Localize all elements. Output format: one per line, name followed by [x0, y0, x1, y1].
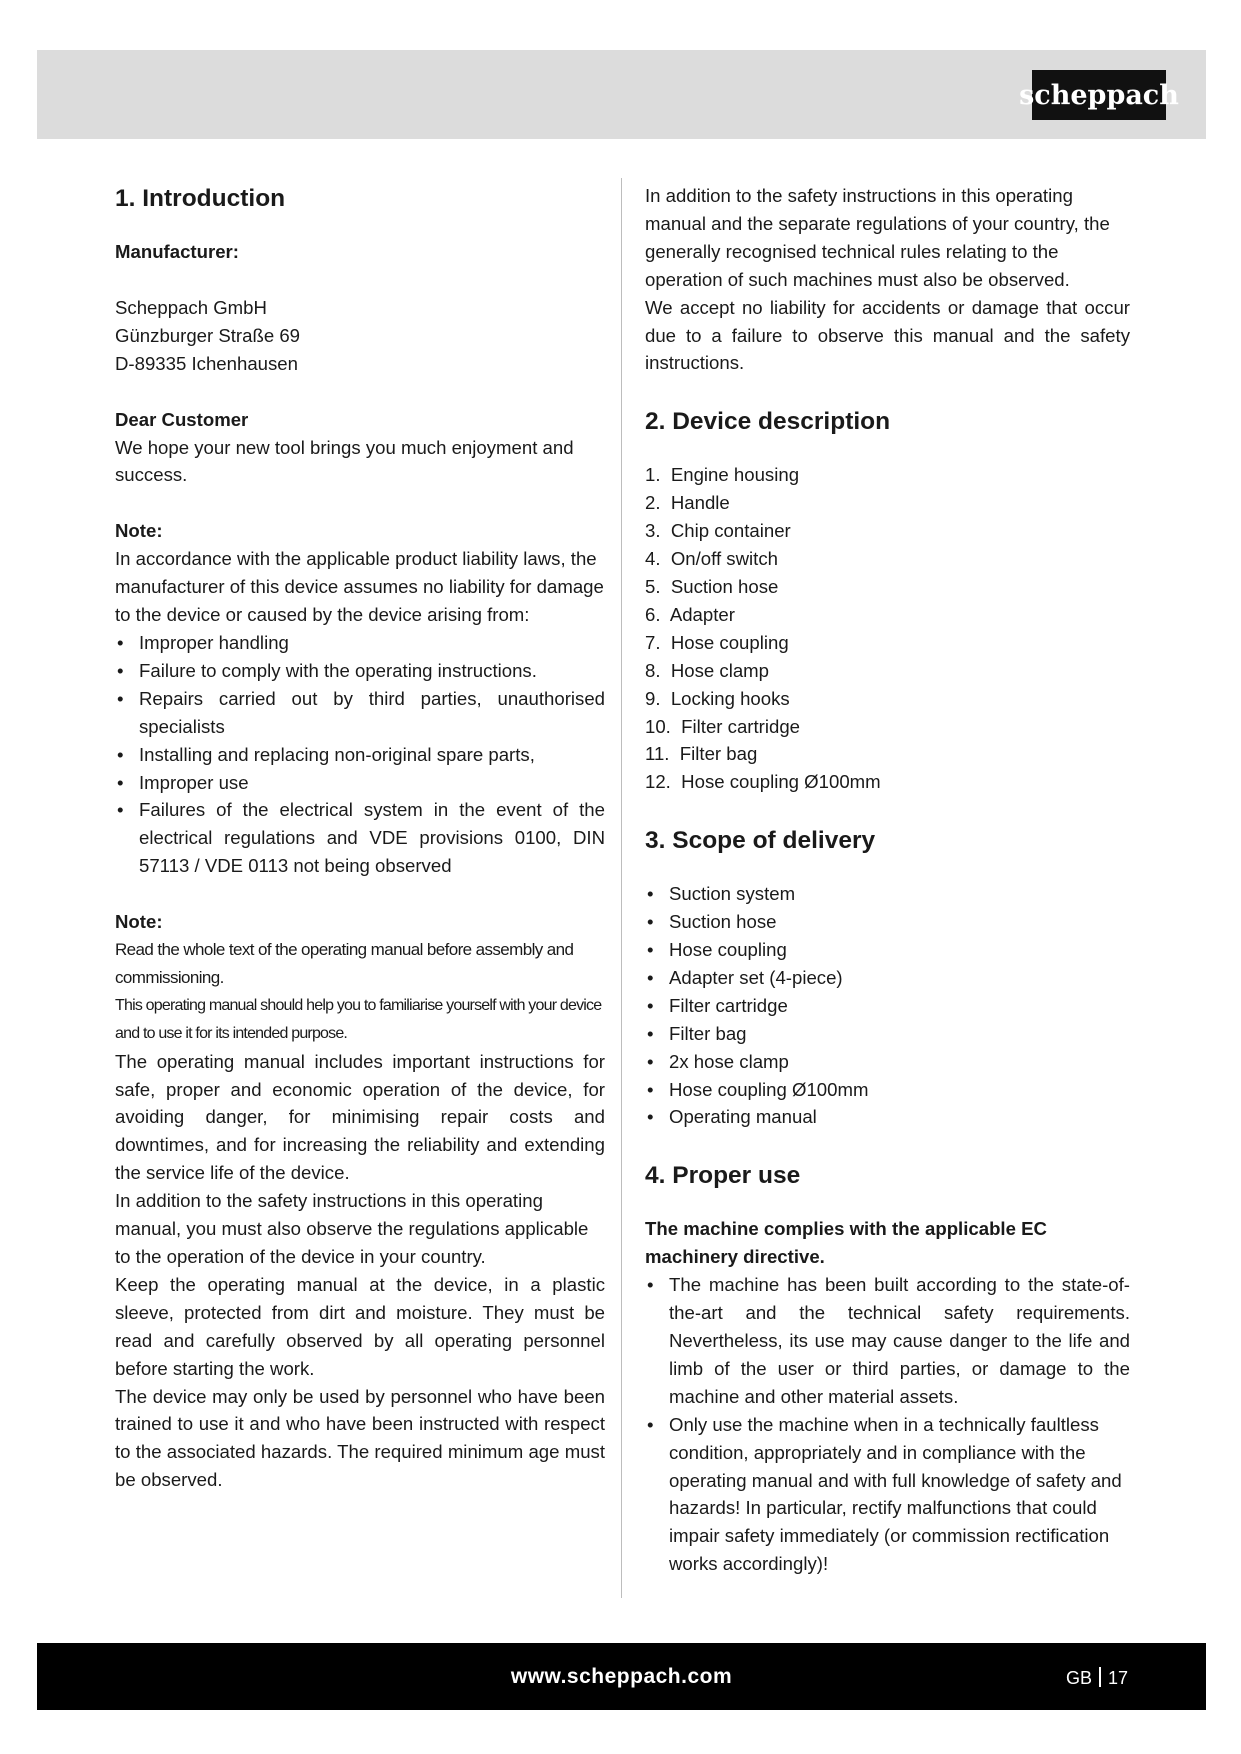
list-item: 12. Hose coupling Ø100mm	[645, 771, 881, 793]
proper-use-list	[645, 1271, 1130, 1578]
continued-paragraph: In addition to the safety instructions in this operating manual and the separate regulations of your country, the generally recognised technical rules relating to the operation of such machines must also be observed.	[645, 185, 1110, 290]
list-item: 3. Chip container	[645, 520, 791, 542]
dear-customer-label: Dear Customer	[115, 408, 249, 430]
list-item: 4. On/off switch	[645, 548, 778, 570]
note-paragraph: Keep the operating manual at the device, in a plastic sleeve, protected from dirt and moisture. They must be read and carefully observed by all operating personnel before starting the work.	[115, 1273, 605, 1379]
website-link[interactable]: www.scheppach.com	[510, 1665, 733, 1688]
note-paragraph: The device may only be used by personnel who have been trained to use it and who have been instructed with respect to the associated hazards. The required minimum age must be observed.	[115, 1385, 605, 1491]
note-label: Note:	[115, 911, 163, 933]
ec-directive-statement: The machine complies with the applicable EC machinery directive.	[645, 1218, 1047, 1268]
scope-of-delivery-heading: 3. Scope of delivery	[645, 827, 876, 855]
left-column	[115, 182, 605, 1494]
address-line: Günzburger Straße 69	[115, 324, 301, 346]
language-code: GB	[1065, 1668, 1092, 1688]
list-item: 7. Hose coupling	[645, 631, 789, 653]
list-item: • Hose coupling Ø100mm	[645, 1076, 1130, 1104]
page-indicator	[1066, 1643, 1128, 1710]
header-bar	[37, 50, 1206, 139]
list-item: • Failure to comply with the operating instructions.	[115, 657, 605, 685]
list-item: • Filter cartridge	[645, 992, 1130, 1020]
address-line: Scheppach GmbH	[115, 296, 267, 318]
proper-use-heading: 4. Proper use	[645, 1162, 801, 1190]
list-item: 5. Suction hose	[645, 575, 779, 597]
delivery-list	[645, 880, 1130, 1131]
list-item: • Repairs carried out by third parties, unauthorised specialists	[115, 685, 605, 741]
list-item: • Suction hose	[645, 908, 1130, 936]
list-item: 8. Hose clamp	[645, 659, 770, 681]
note-liability-text: In accordance with the applicable product liability laws, the manufacturer of this device assumes no liability for damage to the device or caused by the device arising from:	[115, 548, 604, 626]
list-item: 2. Handle	[645, 492, 730, 514]
list-item: • Adapter set (4-piece)	[645, 964, 1130, 992]
list-item: • Improper use	[115, 769, 605, 797]
footer-bar	[37, 1643, 1206, 1710]
list-item: • Operating manual	[645, 1103, 1130, 1131]
list-item: 10. Filter cartridge	[645, 715, 801, 737]
list-item: • Hose coupling	[645, 936, 1130, 964]
note-label: Note:	[115, 520, 163, 542]
list-item: • Improper handling	[115, 629, 605, 657]
dear-customer-text: We hope your new tool brings you much enjoyment and success.	[115, 436, 574, 486]
list-item: • Failures of the electrical system in the event of the electrical regulations and VDE provisions 0100, DIN 57113 / VDE 0113 not being observed	[115, 796, 605, 880]
address-line: D-89335 Ichenhausen	[115, 352, 298, 374]
list-item: • Installing and replacing non-original spare parts,	[115, 741, 605, 769]
page-number: 17	[1107, 1668, 1128, 1688]
manufacturer-label: Manufacturer:	[115, 241, 239, 262]
note-paragraph: In addition to the safety instructions in this operating manual, you must also observe the regulations applicable to the operation of the device in your country.	[115, 1190, 589, 1267]
list-item: • Filter bag	[645, 1020, 1130, 1048]
list-item: 11. Filter bag	[645, 743, 758, 765]
intro-heading: 1. Introduction	[115, 185, 286, 212]
list-item: • 2x hose clamp	[645, 1048, 1130, 1076]
device-parts-list	[645, 461, 1130, 796]
list-item: 1. Engine housing	[645, 464, 800, 486]
scheppach-logo: scheppach	[1032, 70, 1166, 120]
note-paragraph: Read the whole text of the operating manual before assembly and commissioning.	[115, 940, 574, 987]
list-item: • Suction system	[645, 880, 1130, 908]
list-item: 9. Locking hooks	[645, 687, 790, 709]
list-item: 6. Adapter	[645, 603, 735, 625]
list-item: • The machine has been built according to the state-of-the-art and the technical safety requirements. Nevertheless, its use may cause danger to the life and limb of the user or third parties, or damage to the machine and other material assets.	[645, 1271, 1130, 1411]
list-item: • Only use the machine when in a technically faultless condition, appropriately and in compliance with the operating manual and with full knowledge of safety and hazards! In particular, rectify malfunctions that could impair safety immediately (or commission rectification works accordingly)!	[645, 1411, 1130, 1578]
device-description-heading: 2. Device description	[645, 408, 891, 436]
right-column	[645, 182, 1130, 1578]
column-divider	[621, 178, 622, 1598]
note-paragraph: This operating manual should help you to familiarise yourself with your device and to use it for its intended purpose.	[115, 996, 602, 1042]
note-paragraph: The operating manual includes important instructions for safe, proper and economic operation of the device, for avoiding danger, for minimising repair costs and downtimes, and for increasing the reliability and extending the service life of the device.	[115, 1050, 605, 1184]
continued-paragraph: We accept no liability for accidents or damage that occur due to a failure to observe this manual and the safety instructions.	[645, 296, 1130, 374]
liability-list	[115, 629, 605, 880]
